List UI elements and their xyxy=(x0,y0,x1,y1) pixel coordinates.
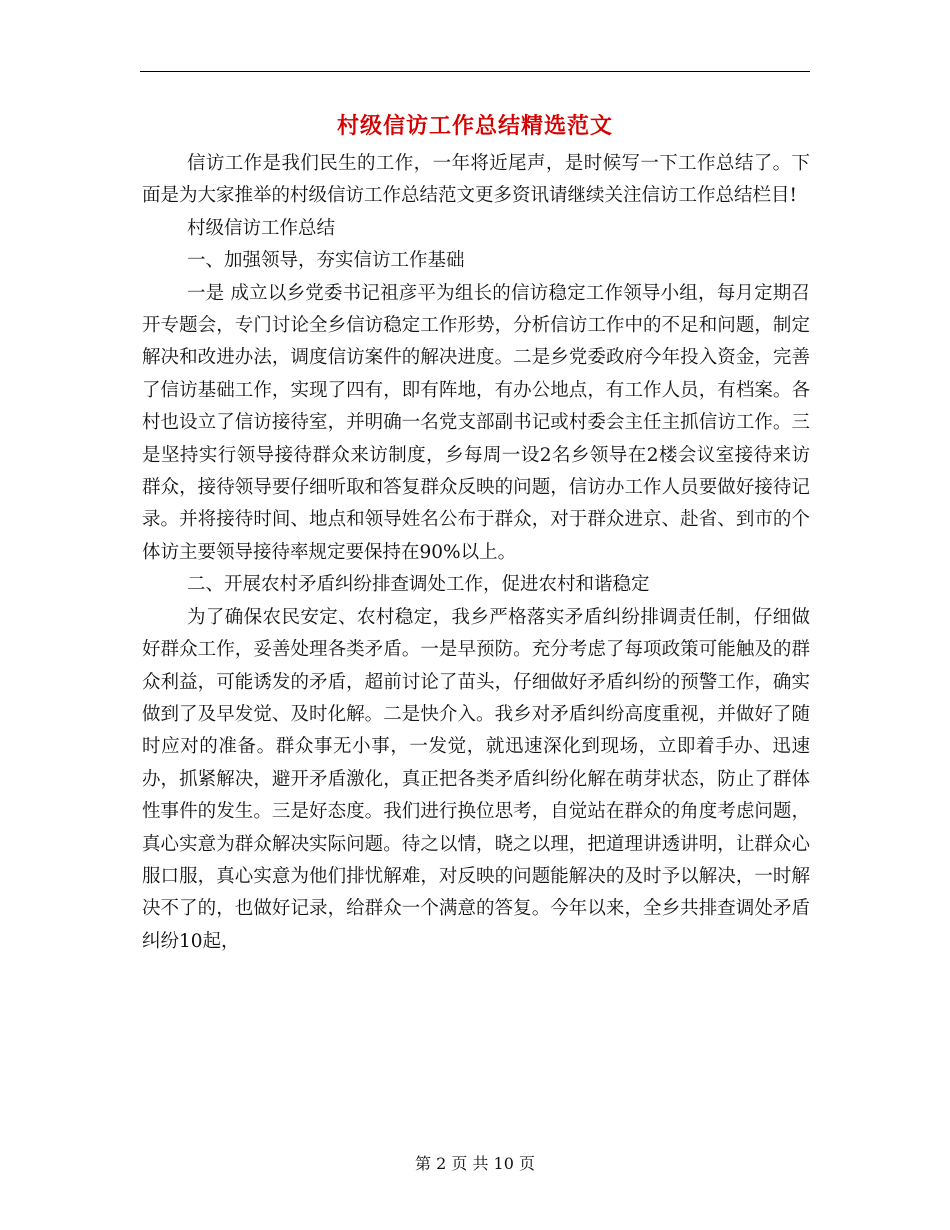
intro-paragraph: 信访工作是我们民生的工作，一年将近尾声，是时候写一下工作总结了。下面是为大家推举的村级信访工作总结范文更多资讯请继续关注信访工作总结栏目! xyxy=(142,153,810,207)
page-footer: 第 2 页 共 10 页 xyxy=(415,1154,535,1173)
section-1-paragraph: 一是 成立以乡党委书记祖彦平为组长的信访稳定工作领导小组，每月定期召开专题会，专门讨论全乡信访稳定工作形势，分析信访工作中的不足和问题，制定解决和改进办法，调度信访案件的解决进度。二是乡党委政府今年投入资金，完善了信访基础工作，实现了四有，即有阵地，有办公地点，有工作人员，有档案。各村也设立了信访接待室，并明确一名党支部副书记或村委会主任主抓信访工作。三是坚持实行领导接待群众来访制度，乡每周一设2名乡领导在2楼会议室接待来访群众，接待领导要仔细听取和答复群众反映的问题，信访办工作人员要做好接待记录。并将接待时间、地点和领导姓名公布于群众，对于群众进京、赴省、到市的个体访主要领导接待率规定要保持在90%以上。 xyxy=(142,282,810,563)
section-2-paragraph: 为了确保农民安定、农村稳定，我乡严格落实矛盾纠纷排调责任制，仔细做好群众工作，妥善处理各类矛盾。一是早预防。充分考虑了每项政策可能触及的群众利益，可能诱发的矛盾，超前讨论了苗头，仔细做好矛盾纠纷的预警工作，确实做到了及早发觉、及时化解。二是快介入。我乡对矛盾纠纷高度重视，并做好了随时应对的准备。群众事无小事，一发觉，就迅速深化到现场，立即着手办、迅速办，抓紧解决，避开矛盾激化，真正把各类矛盾纠纷化解在萌芽状态，防止了群体性事件的发生。三是好态度。我们进行换位思考，自觉站在群众的角度考虑问题，真心实意为群众解决实际问题。待之以情，晓之以理，把道理讲透讲明，让群众心服口服，真心实意为他们排忧解难，对反映的问题能解决的及时予以解决，一时解决不了的，也做好记录，给群众一个满意的答复。今年以来，全乡共排查调处矛盾纠纷10起， xyxy=(142,606,810,952)
section-heading-2: 二、开展农村矛盾纠纷排查调处工作，促进农村和谐稳定 xyxy=(187,574,650,596)
section-heading-1: 一、加强领导，夯实信访工作基础 xyxy=(187,250,465,272)
header-rule xyxy=(140,71,810,72)
section-subtitle: 村级信访工作总结 xyxy=(187,217,336,239)
document-body xyxy=(142,148,810,958)
document-title: 村级信访工作总结精选范文 xyxy=(336,113,613,139)
